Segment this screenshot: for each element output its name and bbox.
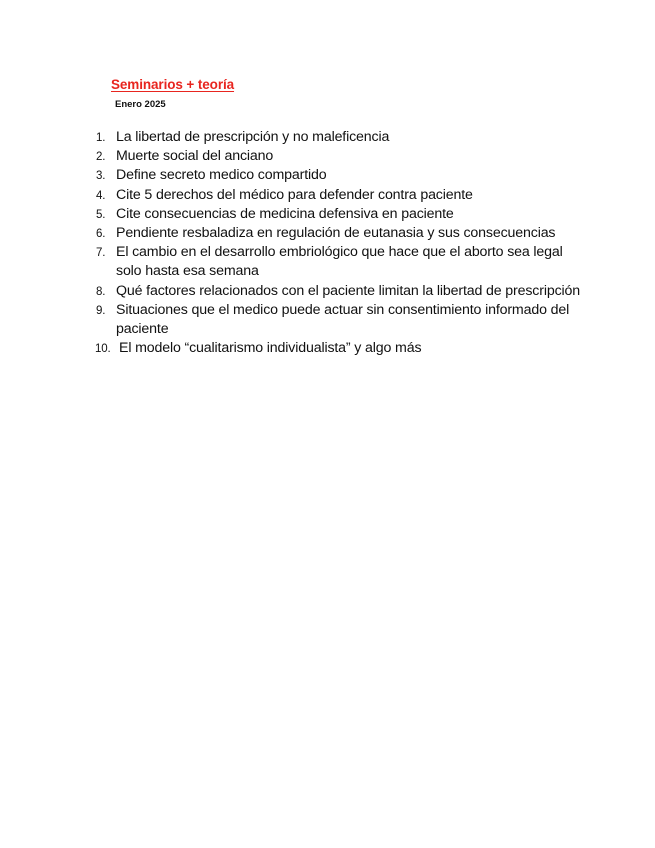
question-item bbox=[0, 128, 586, 147]
question-item bbox=[0, 339, 586, 358]
question-text: Situaciones que el medico puede actuar sin consentimiento informado del paciente bbox=[116, 301, 570, 338]
question-number: 5. bbox=[96, 208, 106, 221]
question-text: Pendiente resbaladiza en regulación de eutanasia y sus consecuencias bbox=[116, 225, 556, 242]
question-item bbox=[0, 186, 586, 205]
question-number: 9. bbox=[96, 304, 106, 317]
question-item bbox=[0, 301, 586, 339]
question-item bbox=[0, 147, 586, 166]
question-text: La libertad de prescripción y no maleficencia bbox=[116, 129, 390, 145]
question-item bbox=[0, 166, 586, 185]
question-item bbox=[0, 243, 586, 281]
question-text: Cite 5 derechos del médico para defender contra paciente bbox=[116, 186, 473, 203]
question-number: 2. bbox=[96, 151, 106, 164]
question-list bbox=[0, 128, 655, 358]
question-number: 10. bbox=[95, 343, 111, 356]
question-number: 8. bbox=[96, 285, 106, 298]
document-date: Enero 2025 bbox=[115, 99, 166, 110]
question-text: El cambio en el desarrollo embriológico que hace que el aborto sea legal solo hasta esa semana bbox=[116, 244, 563, 280]
question-number: 4. bbox=[96, 189, 106, 202]
question-text: Cite consecuencias de medicina defensiva en paciente bbox=[116, 205, 454, 222]
document-title: Seminarios + teoría bbox=[111, 77, 235, 92]
question-text: El modelo “cualitarismo individualista” y algo más bbox=[119, 340, 422, 357]
question-number: 7. bbox=[96, 247, 106, 260]
question-text: Muerte social del anciano bbox=[116, 148, 274, 165]
question-item bbox=[0, 205, 586, 224]
question-number: 1. bbox=[96, 132, 106, 144]
question-item bbox=[0, 282, 586, 301]
question-text: Qué factores relacionados con el paciente limitan la libertad de prescripción bbox=[116, 282, 580, 299]
question-text: Define secreto medico compartido bbox=[116, 167, 327, 184]
question-item bbox=[0, 224, 586, 243]
question-number: 3. bbox=[96, 170, 106, 183]
question-number: 6. bbox=[96, 228, 106, 241]
